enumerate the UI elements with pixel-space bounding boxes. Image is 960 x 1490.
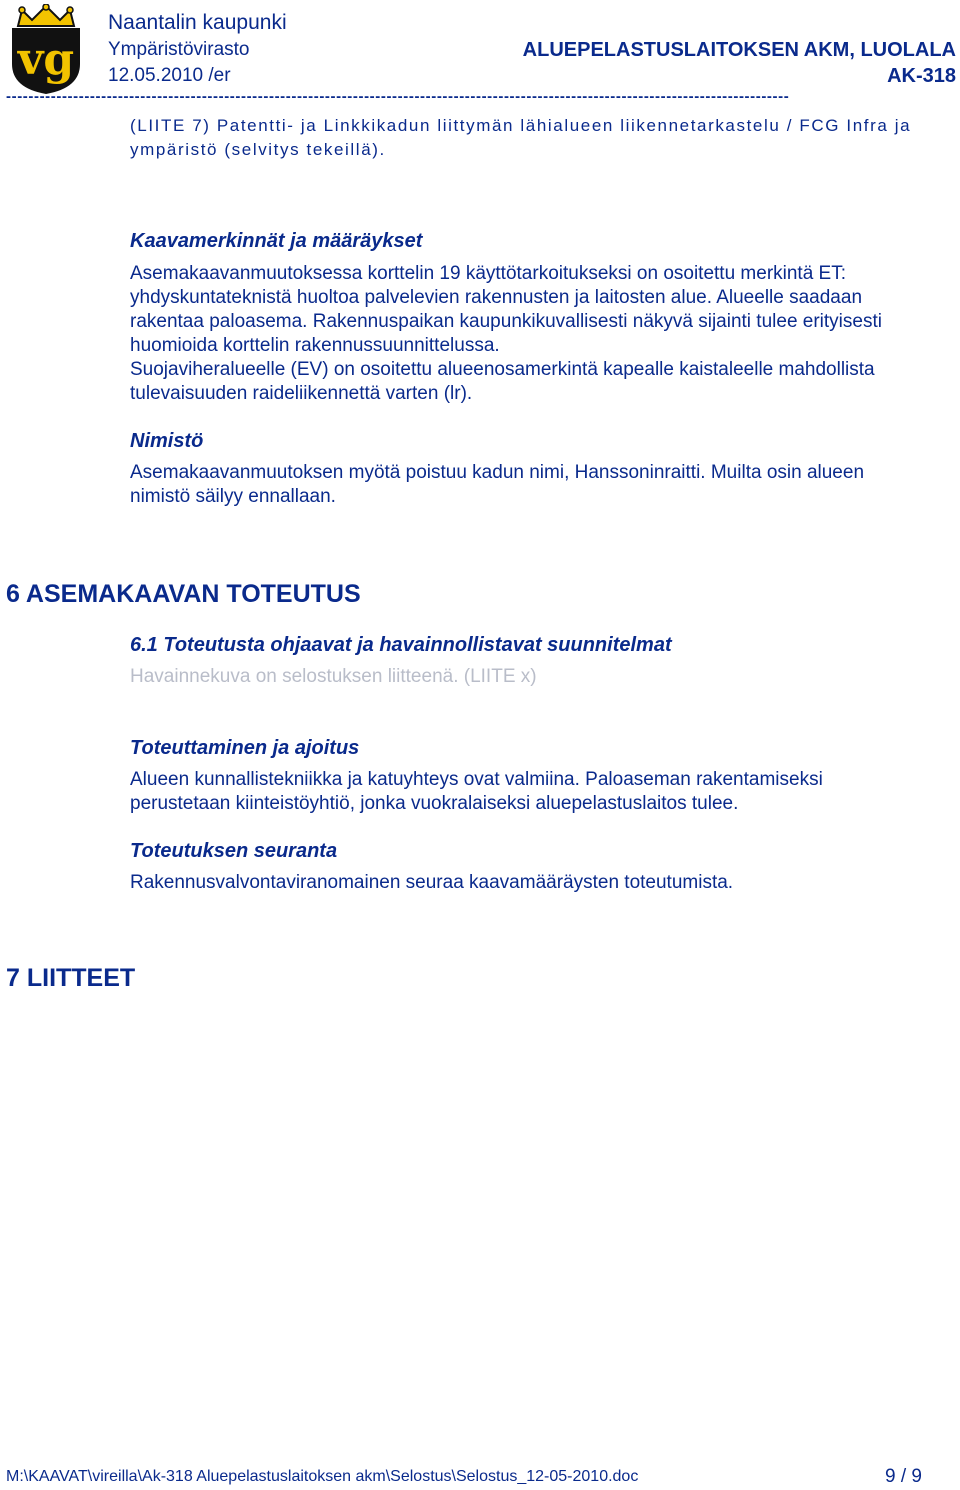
text-line: Asemakaavanmuutoksessa korttelin 19 käyttötarkoitukseksi on osoitettu merkintä ET: bbox=[130, 263, 847, 284]
heading-toteuttaminen: Toteuttaminen ja ajoitus bbox=[130, 737, 360, 759]
section-6-heading: 6 ASEMAKAAVAN TOTEUTUS bbox=[6, 580, 361, 608]
heading-nimisto: Nimistö bbox=[130, 430, 204, 452]
document-title: ALUEPELASTUSLAITOKSEN AKM, LUOLALA bbox=[522, 39, 956, 61]
text-line: rakentaa paloasema. Rakennuspaikan kaupunkikuvallisesti näkyvä sijainti tulee erityisesti bbox=[130, 311, 882, 332]
kaavamerkinnat-text bbox=[130, 262, 960, 406]
section-7-heading: 7 LIITTEET bbox=[6, 964, 136, 992]
toteuttaminen-text bbox=[130, 768, 960, 816]
text-line: yhdyskuntateknistä huoltoa palvelevien rakennusten ja laitosten alue. Alueelle saadaan bbox=[130, 287, 863, 308]
havainnekuva-note: Havainnekuva on selostuksen liitteenä. (LIITE x) bbox=[130, 666, 537, 687]
text-line: huomioida korttelin rakennussuunnittelussa. bbox=[130, 335, 500, 356]
heading-seuranta: Toteutuksen seuranta bbox=[130, 840, 338, 862]
heading-kaavamerkinnat: Kaavamerkinnät ja määräykset bbox=[130, 230, 423, 252]
text-line: nimistö säilyy ennallaan. bbox=[130, 486, 336, 507]
section-6-1-heading: 6.1 Toteutusta ohjaavat ja havainnollistavat suunnitelmat bbox=[130, 634, 672, 656]
footer-page-number: 9 / 9 bbox=[885, 1466, 922, 1487]
municipality-logo bbox=[6, 4, 86, 96]
department-name: Ympäristövirasto bbox=[108, 39, 250, 60]
footer-file-path: M:\KAAVAT\vireilla\Ak-318 Aluepelastuslaitoksen akm\Selostus\Selostus_12-05-2010.doc bbox=[6, 1468, 639, 1485]
organization-name: Naantalin kaupunki bbox=[108, 11, 287, 34]
header-separator: -------------------------------------------------------------------------------------------------------------------------------------------- bbox=[6, 88, 790, 105]
appendix-7-note: (LIITE 7) Patentti- ja Linkkikadun liittymän lähialueen liikennetarkastelu / FCG Infra ja ympäristö (selvitys tekeillä). bbox=[130, 116, 912, 159]
text-line: Asemakaavanmuutoksen myötä poistuu kadun nimi, Hanssoninraitti. Muilta osin alueen bbox=[130, 462, 865, 483]
text-line: tulevaisuuden raideliikennettä varten (lr). bbox=[130, 383, 473, 404]
text-line: perustetaan kiinteistöyhtiö, jonka vuokralaiseksi aluepelastuslaitos tulee. bbox=[130, 793, 739, 814]
seuranta-text: Rakennusvalvontaviranomainen seuraa kaavamääräysten toteutumista. bbox=[130, 872, 734, 893]
text-line: Alueen kunnallistekniikka ja katuyhteys ovat valmiina. Paloaseman rakentamiseksi bbox=[130, 769, 823, 790]
plan-code: AK-318 bbox=[887, 65, 956, 87]
nimisto-text bbox=[130, 461, 960, 509]
text-line: Suojaviheralueelle (EV) on osoitettu alueenosamerkintä kapealle kaistaleelle mahdollista bbox=[130, 359, 875, 380]
date-author: 12.05.2010 /er bbox=[108, 65, 231, 86]
logo-text: vg bbox=[17, 34, 75, 85]
